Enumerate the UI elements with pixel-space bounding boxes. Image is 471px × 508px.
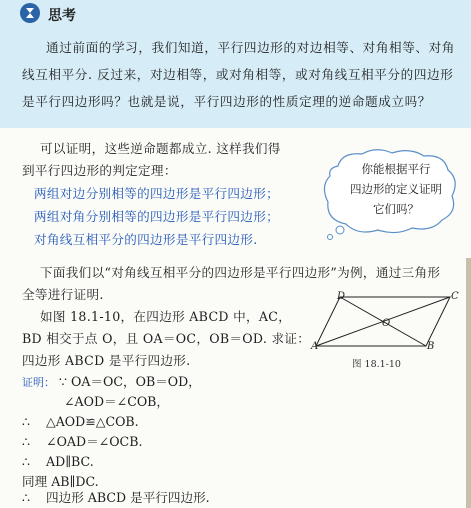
page-edge-strip <box>466 258 471 508</box>
proof-line-4 <box>22 432 142 452</box>
proof-line-3 <box>22 412 139 432</box>
theorem-3: 对角线互相平分的四边形是平行四边形. <box>34 232 258 247</box>
example-line-1: 下面我们以“对角线互相平分的四边形是平行四边形”为例，通过三角形 <box>40 265 441 280</box>
proof-text-2: ∠AOD＝∠COB， <box>64 394 170 409</box>
think-box <box>0 0 471 128</box>
vertex-c-label: C <box>451 291 459 302</box>
example-line-4: BD 相交于点 O，且 OA＝OC，OB＝OD. 求证： <box>22 331 311 346</box>
proof-text-3: △AOD≌△COB. <box>46 414 139 429</box>
example-line-5: 四边形 ABCD 是平行四边形. <box>22 353 191 368</box>
bubble-line-3: 它们吗？ <box>373 202 419 216</box>
proof-text-1: OA＝OC，OB＝OD， <box>71 374 201 389</box>
vertex-b-label: B <box>427 341 435 352</box>
theorem-2: 两组对角分别相等的四边形是平行四边形； <box>34 209 279 224</box>
proof-line-5 <box>22 452 94 472</box>
think-text: 通过前面的学习，我们知道，平行四边形的对边相等、对角相等、对角线互相平分. 反过来，对边相等，或对角相等，或对角线互相平分的四边形是平行四边形吗？也就是说，平行四边形的性质定理的逆命题成立吗？ <box>22 40 456 109</box>
proof-text-4: ∠OAD＝∠OCB. <box>46 434 143 449</box>
bubble-line-1: 你能根据平行 <box>361 162 431 176</box>
example-line-2: 全等进行证明. <box>22 287 104 302</box>
proof-label: 证明： <box>22 376 55 389</box>
bubble-text <box>342 159 450 219</box>
hourglass-icon <box>20 3 40 23</box>
example-line-3: 如图 18.1-10，在四边形 ABCD 中，AC， <box>40 309 292 324</box>
proof-text-5: AD∥BC. <box>46 454 94 469</box>
proof-line-7 <box>22 488 210 508</box>
proof-line-1 <box>22 372 201 393</box>
proof-line-2 <box>64 392 169 412</box>
figure-caption: 图 18.1-10 <box>352 359 401 370</box>
vertex-a-label: A <box>311 341 319 352</box>
therefore-symbol: ∴ <box>22 490 31 505</box>
proof-text-6: AB∥DC. <box>51 474 99 489</box>
therefore-symbol: ∴ <box>22 454 31 469</box>
intro-line-2: 到平行四边形的判定定理： <box>22 163 177 178</box>
bubble-line-2: 四边形的定义证明 <box>350 182 442 196</box>
therefore-symbol: ∴ <box>22 434 31 449</box>
therefore-symbol: ∴ <box>22 414 31 429</box>
theorem-1: 两组对边分别相等的四边形是平行四边形； <box>34 186 279 201</box>
center-o-label: O <box>382 318 391 329</box>
proof-text-7: 四边形 ABCD 是平行四边形. <box>46 490 210 505</box>
vertex-d-label: D <box>337 291 346 302</box>
because-symbol: ∵ <box>59 374 68 389</box>
intro-line-1: 可以证明，这些逆命题都成立. 这样我们得 <box>40 141 281 156</box>
think-title: 思考 <box>48 8 76 24</box>
same-reasoning-label: 同理 <box>22 474 48 489</box>
